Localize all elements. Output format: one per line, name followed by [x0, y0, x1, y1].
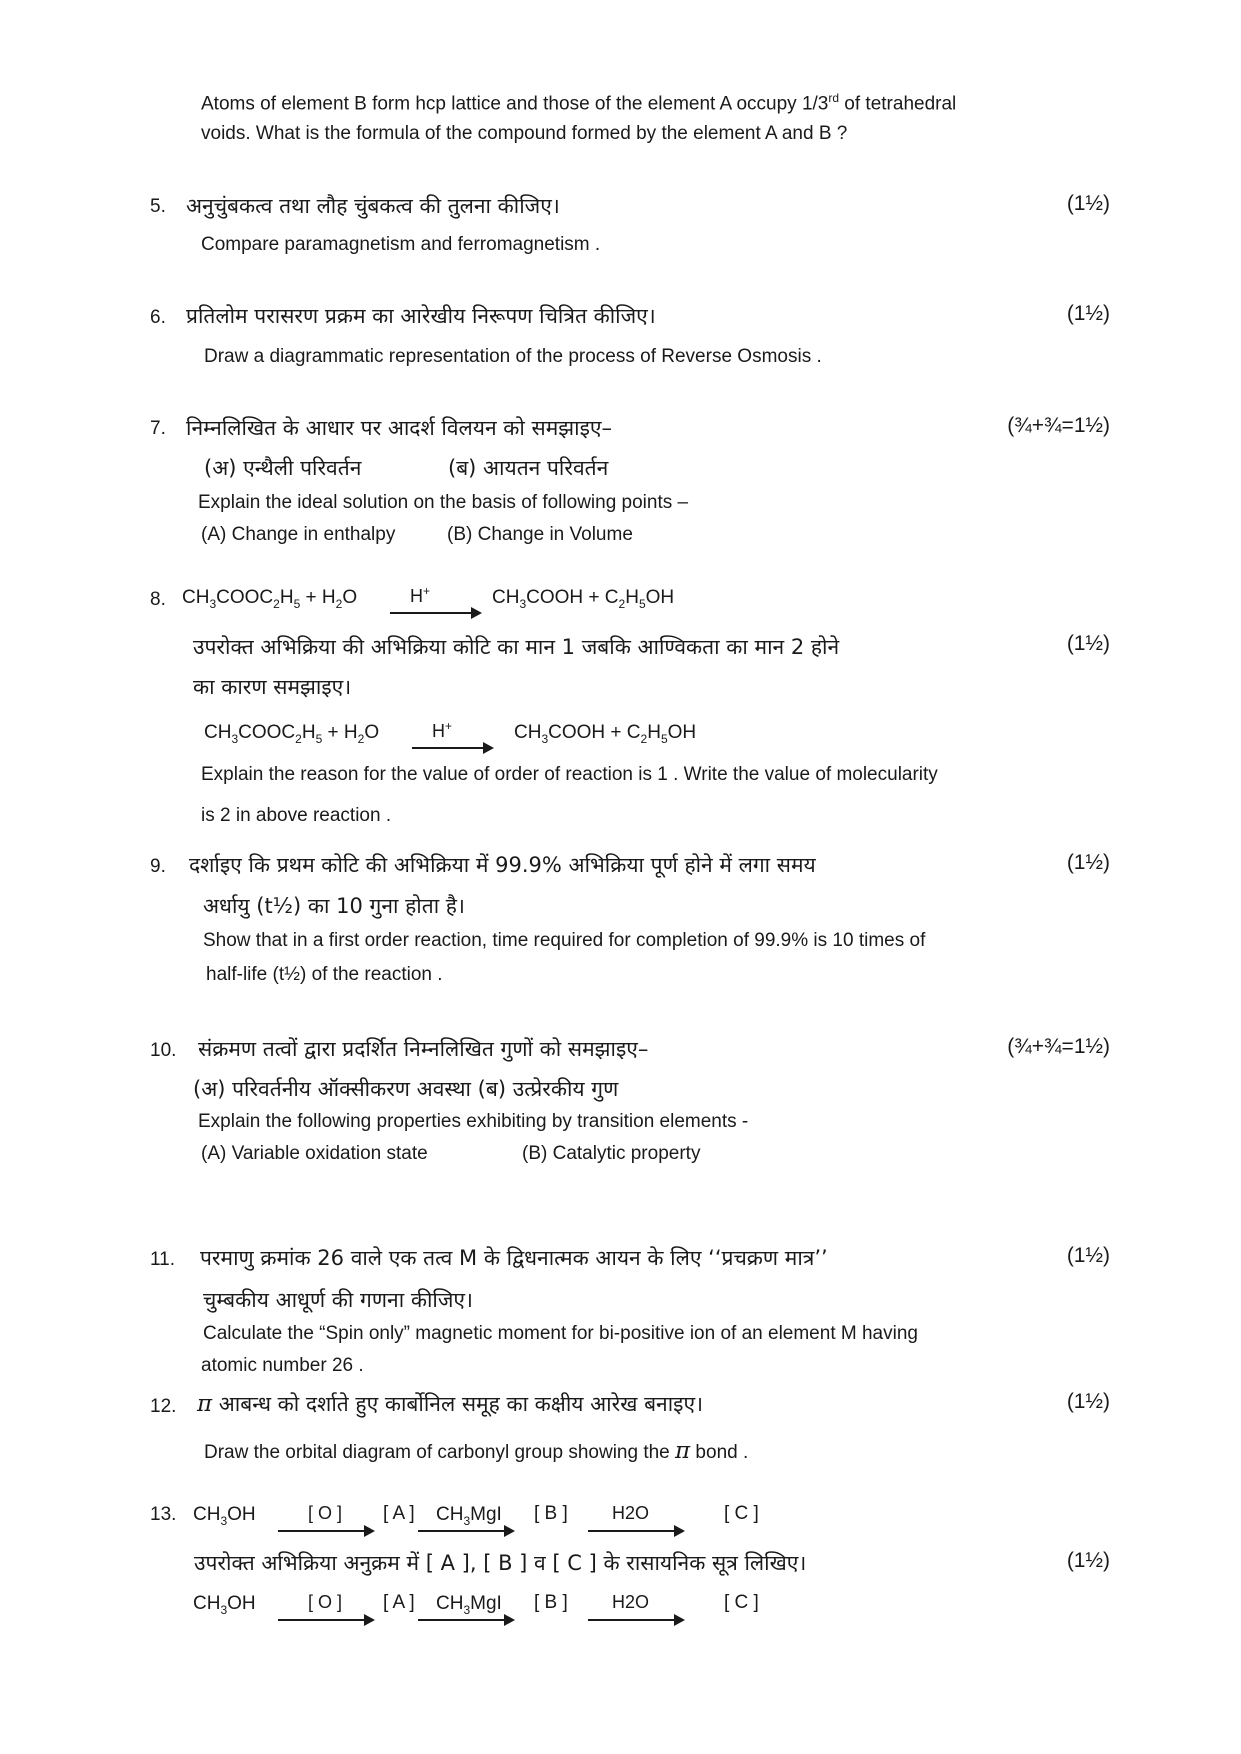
sequence-b: [ B ]	[534, 1503, 568, 1524]
q6-english: Draw a diagrammatic representation of the process of Reverse Osmosis .	[204, 346, 822, 367]
question-number: 12.	[150, 1396, 177, 1417]
sequence-a: [ A ]	[383, 1503, 415, 1524]
q5-hindi: अनुचुंबकत्व तथा लौह चुंबकत्व की तुलना कीजिए।	[186, 194, 560, 218]
q7-hindi: निम्नलिखित के आधार पर आदर्श विलयन को समझाइए–	[186, 416, 613, 440]
q8-marks: (1½)	[1066, 632, 1110, 655]
question-number: 11.	[150, 1249, 176, 1270]
q12-english: Draw the orbital diagram of carbonyl group showing the π bond .	[204, 1438, 749, 1464]
q7-hindi-option-b: (ब) आयतन परिवर्तन	[448, 456, 609, 480]
q10-english: Explain the following properties exhibiting by transition elements -	[198, 1111, 749, 1132]
q6-hindi: प्रतिलोम परासरण प्रक्रम का आरेखीय निरूपण चित्रित कीजिए।	[186, 304, 656, 328]
q11-english-line-1: Calculate the “Spin only” magnetic moment for bi-positive ion of an element M having	[203, 1323, 918, 1344]
sequence-arrow	[588, 1619, 683, 1621]
sequence-arrow	[418, 1619, 513, 1621]
q10-english-option-a: (A) Variable oxidation state	[201, 1143, 428, 1164]
reagent-grignard: $CH_3MgI$	[436, 1593, 502, 1617]
q7-english: Explain the ideal solution on the basis of following points –	[198, 492, 689, 513]
q9-english-line-2: half-life (t½) of the reaction .	[206, 964, 443, 985]
sequence-c: [ C ]	[724, 1592, 759, 1613]
q11-marks: (1½)	[1066, 1244, 1110, 1267]
q13-marks: (1½)	[1066, 1549, 1110, 1572]
reaction-arrow	[412, 747, 492, 749]
reagent-oxidant: [ O ]	[308, 1592, 343, 1612]
q9-hindi-line-2: अर्धायु (t½) का 10 गुना होता है।	[203, 894, 465, 918]
q10-hindi-line-1: संक्रमण तत्वों द्वारा प्रदर्शित निम्नलिखित गुणों को समझाइए–	[198, 1037, 649, 1061]
reagent-water: H2O	[612, 1592, 650, 1612]
sequence-a: [ A ]	[383, 1592, 415, 1613]
q11-english-line-2: atomic number 26 .	[201, 1355, 364, 1376]
q7-english-option-b: (B) Change in Volume	[447, 524, 633, 545]
sequence-start: $CH_3OH$	[193, 1504, 256, 1528]
reaction-catalyst: H+	[432, 719, 453, 741]
pi-symbol: π	[197, 1391, 213, 1417]
sequence-c: [ C ]	[724, 1503, 759, 1524]
q7-hindi-option-a: (अ) एन्थैली परिवर्तन	[204, 456, 362, 480]
reagent-grignard: $CH_3MgI$	[436, 1504, 502, 1528]
q9-hindi-line-1: दर्शाइए कि प्रथम कोटि की अभिक्रिया में 99.9% अभिक्रिया पूर्ण होने में लगा समय	[189, 853, 816, 877]
reagent-water: H2O	[612, 1503, 650, 1523]
q10-hindi-line-2: (अ) परिवर्तनीय ऑक्सीकरण अवस्था (ब) उत्प्रेरकीय गुण	[193, 1077, 619, 1101]
sequence-arrow	[278, 1619, 373, 1621]
q13-hindi: उपरोक्त अभिक्रिया अनुक्रम में [ A ], [ B ] व [ C ] के रासायनिक सूत्र लिखिए।	[194, 1551, 807, 1575]
reaction-products: $CH_3COOH + C_2H_5OH$	[492, 587, 675, 611]
q7-english-option-a: (A) Change in enthalpy	[201, 524, 396, 545]
q9-english-line-1: Show that in a first order reaction, time required for completion of 99.9% is 10 times of	[203, 930, 926, 951]
reaction-reactants: $CH_3COOC_2H_5 + H_2O$	[182, 587, 358, 611]
reaction-products: $CH_3COOH + C_2H_5OH$	[514, 722, 697, 746]
reaction-catalyst: H+	[410, 584, 431, 606]
reaction-reactants: $CH_3COOC_2H_5 + H_2O$	[204, 722, 380, 746]
q11-hindi-line-1: परमाणु क्रमांक 26 वाले एक तत्व M के द्विधनात्मक आयन के लिए ‘‘प्रचक्रण मात्र’’	[200, 1246, 828, 1270]
q8-english-line-2: is 2 in above reaction .	[201, 805, 392, 826]
sequence-arrow	[588, 1530, 683, 1532]
reagent-oxidant: [ O ]	[308, 1503, 343, 1523]
q7-marks: (¾+¾=1½)	[1007, 414, 1110, 437]
question-number: 7.	[150, 418, 166, 439]
sequence-start: $CH_3OH$	[193, 1593, 256, 1617]
q12-hindi: π आबन्ध को दर्शाते हुए कार्बोनिल समूह का कक्षीय आरेख बनाइए।	[197, 1391, 704, 1417]
sequence-arrow	[418, 1530, 513, 1532]
q10-marks: (¾+¾=1½)	[1007, 1035, 1110, 1058]
q8-hindi-line-2: का कारण समझाइए।	[193, 675, 352, 699]
question-number: 9.	[150, 856, 166, 877]
question-number: 6.	[150, 307, 166, 328]
q8-hindi-line-1: उपरोक्त अभिक्रिया की अभिक्रिया कोटि का मान 1 जबकि आण्विकता का मान 2 होने	[193, 635, 840, 659]
reaction-arrow	[390, 612, 480, 614]
q11-hindi-line-2: चुम्बकीय आधूर्ण की गणना कीजिए।	[203, 1288, 473, 1312]
q9-marks: (1½)	[1066, 851, 1110, 874]
q10-english-option-b: (B) Catalytic property	[522, 1143, 701, 1164]
question-number: 10.	[150, 1040, 177, 1061]
q5-marks: (1½)	[1066, 192, 1110, 215]
question-number: 8.	[150, 589, 166, 610]
q6-marks: (1½)	[1066, 302, 1110, 325]
intro-line-1: Atoms of element B form hcp lattice and those of the element A occupy 1/3rd of tetrahedral	[201, 91, 957, 115]
pi-symbol: π	[675, 1438, 691, 1464]
question-number: 5.	[150, 196, 166, 217]
intro-line-2: voids. What is the formula of the compound formed by the element A and B ?	[201, 123, 848, 144]
q12-marks: (1½)	[1066, 1390, 1110, 1413]
sequence-b: [ B ]	[534, 1592, 568, 1613]
q5-english: Compare paramagnetism and ferromagnetism .	[201, 234, 601, 255]
sequence-arrow	[278, 1530, 373, 1532]
q8-english-line-1: Explain the reason for the value of order of reaction is 1 . Write the value of molecularity	[201, 764, 938, 785]
question-number: 13.	[150, 1504, 177, 1525]
